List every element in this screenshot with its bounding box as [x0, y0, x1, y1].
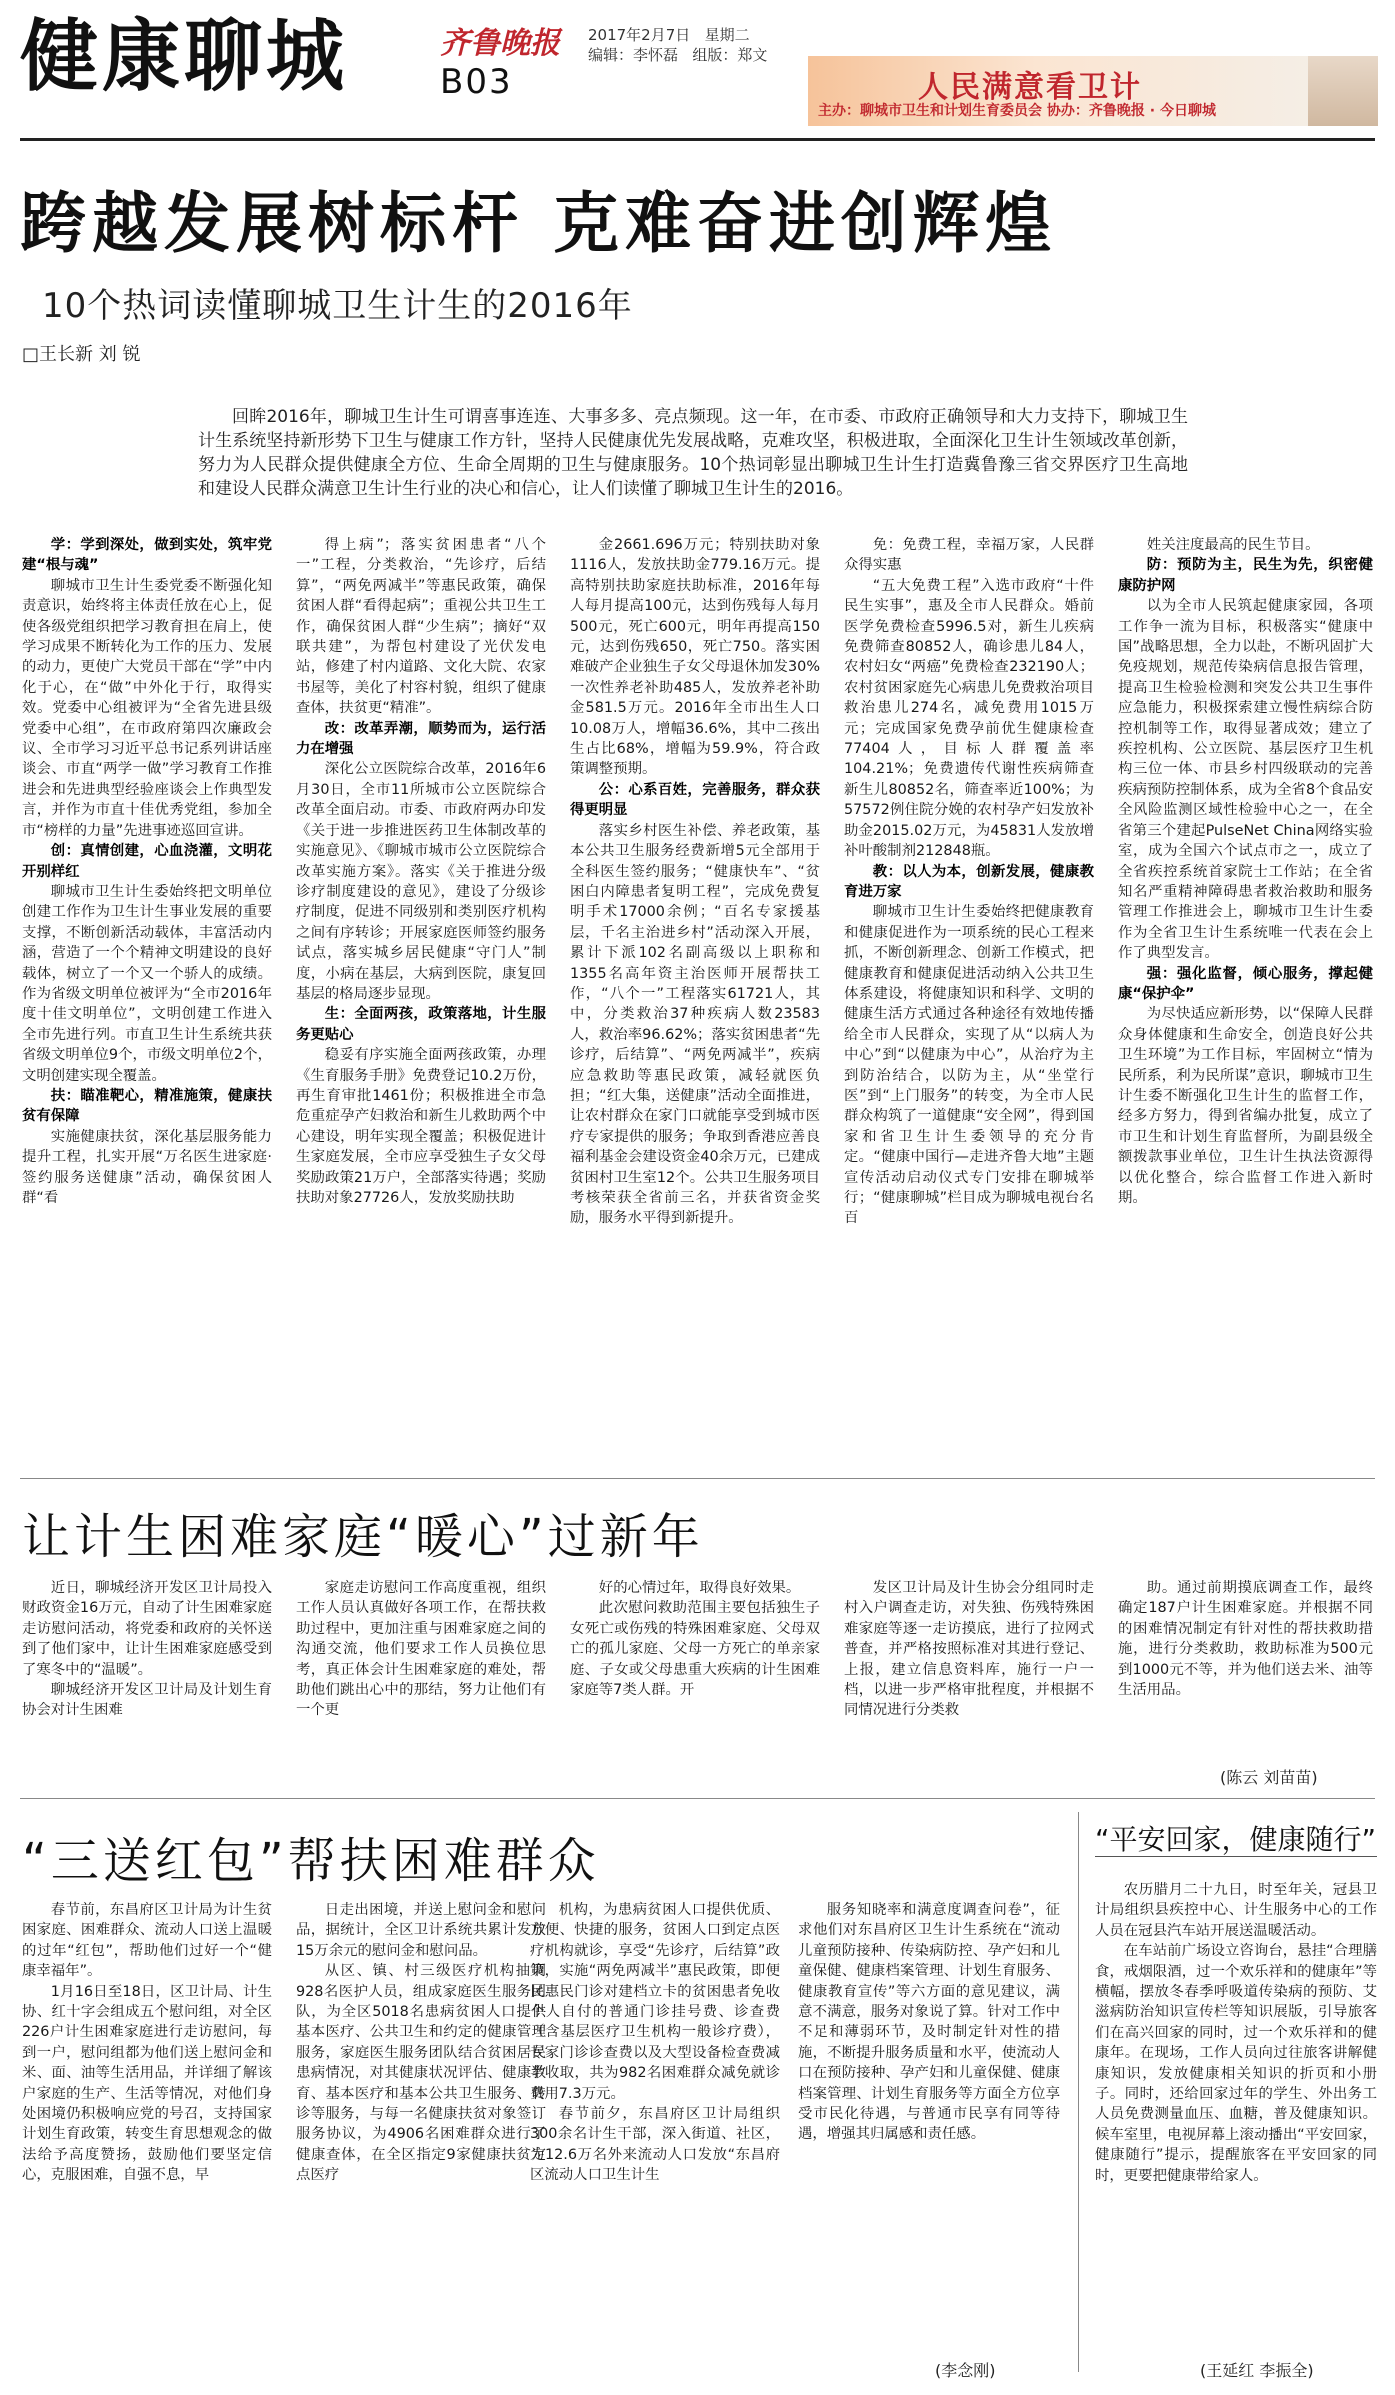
keyword-heading: 防：预防为主，民生为先，织密健康防护网 [1118, 557, 1373, 594]
main-lead-paragraph: 回眸2016年，聊城卫生计生可谓喜事连连、大事多多、亮点频现。这一年，在市委、市政府正确领导和大力支持下，聊城卫生计生系统坚持新形势下卫生与健康工作方针，坚持人民健康优先发展战略，克难攻坚，积极进取，全面深化卫生计生领域改革创新，努力为人民群众提供健康全方位、生命全周期的卫生与健康服务。10个热词彰显出聊城卫生计生打造冀鲁豫三省交界医疗卫生高地和建设人民群众满意卫生计生行业的决心和信心，让人们读懂了聊城卫生计生的2016。 [198, 407, 1188, 499]
paragraph-text: 免：免费工程，幸福万家，人民群众得实惠 [844, 537, 1094, 574]
paragraph-text: 得上病”；落实贫困患者“八个一”工程，分类救治，“先诊疗，后结算”，“两免两减半”等惠民政策，确保贫困人群“看得起病”；重视公共卫生工作，确保贫困人群“少生病”；摘好“双联共建”，为帮包村建设了光伏发电站，修建了村内道路、文化大院、农家书屋等，美化了村容村貌，组织了健康查体，扶贫更“精准”。 [296, 537, 546, 717]
article3-signature: (李念刚) [935, 2361, 996, 2380]
paragraph [844, 535, 1094, 576]
paragraph [570, 780, 820, 821]
paragraph [22, 1900, 272, 1982]
main-headline: 跨越发展树标杆 克难奋进创辉煌 [20, 185, 1057, 262]
keyword-heading: 教：以人为本，创新发展，健康教育进万家 [844, 863, 1094, 900]
section-divider [20, 1798, 1375, 1799]
paragraph-text: “五大免费工程”入选市政府“十件民生实事”，惠及全市人民群众。婚前医学免费检查5996.5对，新生儿疾病免费筛查80852人，确诊患儿84人，农村妇女“两癌”免费检查232190人；农村贫困家庭先心病患儿免费救治项目救治患儿274名，减免费用1015万元；完成国家免费孕前优生健康检查77404人，目标人群覆盖率104.21%；免费遗传代谢性疾病筛查新生儿80852名，筛查率近100%；为57572例住院分娩的农村孕产妇发放补助金2015.02万元，为45831人发放增补叶酸制剂212848瓶。 [844, 577, 1094, 860]
paragraph [1118, 964, 1373, 1005]
keyword-heading: 公：心系百姓，完善服务，群众获得更明显 [570, 781, 820, 819]
keyword-heading: 学：学到深处，做到实处，筑牢党建“根与魂” [22, 537, 272, 574]
page-number: B03 [440, 62, 513, 102]
paragraph [844, 576, 1094, 862]
paragraph-text: 在车站前广场设立咨询台，悬挂“合理膳食，戒烟限酒，过一个欢乐祥和的健康年”等横幅，摆放冬春季呼吸道传染病的预防、艾滋病防治知识宣传栏等知识展版，引导旅客们在高兴回家的同时，过一个欢乐祥和的健康年。在现场，工作人员向过往旅客讲解健康知识，发放健康相关知识的折页和小册子。同时，还给回家过年的学生、外出务工人员免费测量血压、血糖，普及健康知识。候车室里，电视屏幕上滚动播出“平安回家，健康随行”提示，提醒旅客在平安回家的同时，更要把健康带给家人。 [1095, 1943, 1377, 2184]
article3-column-3 [530, 1900, 780, 2340]
paragraph [296, 719, 546, 760]
article1-column-3 [570, 535, 820, 1465]
paragraph-text: 1月16日至18日，区卫计局、计生协、红十字会组成五个慰问组，对全区226户计生困难家庭进行走访慰问，每到一户，慰问组都为他们送上慰问金和米、面、油等生活用品，并详细了解该户家庭的生产、生活等情况，对他们身处困境仍积极响应党的号召，支持国家计划生育政策，转变生育思想观念的做法给予高度赞扬，鼓励他们要坚定信心，克服困难，自强不息，早 [22, 1983, 272, 2184]
paragraph [296, 1045, 546, 1208]
paragraph-text: 春节前夕，东昌府区卫计局组织300余名计生干部，深入街道、社区，为12.6万名外来流动人口发放“东昌府区流动人口卫生计生 [530, 2106, 780, 2184]
masthead-rule [20, 138, 1375, 141]
paragraph-text: 聊城市卫生计生委党委不断强化知责意识，始终将主体责任放在心上，促使各级党组织把学习教育担在肩上，使学习成果不断转化为工作的压力、发展的动力，更使广大党员干部在“学”中内化于心，在“做”中外化于行，取得实效。党委中心组被评为“全省先进县级党委中心组”，在市政府第四次廉政会议、全市学习习近平总书记系列讲话座谈会、市直“两学一做”学习教育工作推进会和先进典型经验座谈会上作典型发言，并作为市直十佳优秀党组，参加全市“榜样的力量”先进事迹巡回宣讲。 [22, 577, 272, 839]
keyword-heading: 生：全面两孩，政策落地，计生服务更贴心 [296, 1006, 546, 1043]
article3-column-1 [22, 1900, 272, 2340]
keyword-heading: 强：强化监督，倾心服务，撑起健康“保护伞” [1118, 965, 1373, 1002]
paragraph-text: 家庭走访慰问工作高度重视，组织工作人员认真做好各项工作，在帮扶救助过程中，更加注重与困难家庭之间的沟通交流，他们要求工作人员换位思考，真正体会计生困难家庭的难处，帮助他们跳出心中的那结，努力让他们有一个更 [296, 1580, 546, 1719]
paragraph-text: 从区、镇、村三级医疗机构抽调928名医护人员，组成家庭医生服务团队，为全区5018名患病贫困人口提供基本医疗、公共卫生和约定的健康管理服务，家庭医生服务团队结合贫困居民患病情况，对其健康状况评估、健康教育、基本医疗和基本公共卫生服务、转诊等服务，与每一名健康扶贫对象签订服务协议，为4906名困难群众进行了健康查体，在全区指定9家健康扶贫定点医疗 [296, 1963, 546, 2184]
newspaper-brand: 齐鲁晚报 [440, 26, 560, 61]
paragraph [296, 1578, 546, 1721]
article1-column-2 [296, 535, 546, 1465]
banner-sponsor: 主办：聊城市卫生和计划生育委员会 协办：齐鲁晚报 · 今日聊城 [818, 103, 1216, 119]
paragraph-text: 稳妥有序实施全面两孩政策，办理《生育服务手册》免费登记10.2万份，再生育审批1461份；积极推进全市急危重症孕产妇救治和新生儿救助两个中心建设，明年实现全覆盖；积极促进计生家庭发展，全市应享受独生子女父母奖励政策21万户，全部落实待遇；奖励扶助对象27726人，发放奖励扶助 [296, 1047, 546, 1206]
article1-column-1 [22, 535, 272, 1465]
article4-signature: (王延红 李振全) [1200, 2361, 1314, 2380]
paragraph [296, 1961, 546, 2185]
article3-column-2 [296, 1900, 546, 2340]
issue-date: 2017年2月7日 [588, 26, 691, 44]
paragraph-text: 落实乡村医生补偿、养老政策，基本公共卫生服务经费新增5元全部用于全科医生签约服务；“健康快车”、“贫困白内障患者复明工程”，完成免费复明手术17000余例；“百名专家援基层，千名主治进乡村”活动深入开展，累计下派102名副高级以上职称和1355名高年资主治医师开展帮扶工作，“八个一”工程落实61721人，其中，分类救治37种疾病人数23583人，救治率96.62%；落实贫困患者“先诊疗，后结算”、“两免两减半”，疾病应急救助等惠民政策，减轻就医负担；“红大集，送健康”活动全面推进，让农村群众在家门口就能享受到城市医疗专家提供的服务；争取到香港应善良福利基金会建设资金40余万元，已建成贫困村卫生室12个。公共卫生服务项目考核荣获全省前三名，并获省资金奖励，服务水平得到新提升。 [570, 822, 820, 1227]
keyword-heading: 改：改革弄潮，顺势而为，运行活力在增强 [296, 720, 546, 758]
paragraph-text: 为尽快适应新形势，以“保障人民群众身体健康和生命安全，创造良好公共卫生环境”为工作目标，牢固树立“情为民所系，利为民所谋”意识，聊城市卫生计生委不断强化卫生计生的监督工作，经多方努力，得到省编办批复，成立了市卫生和计划生育监督所，为副县级全额拨款事业单位，卫生计生执法资源得以优化整合，综合监督工作进入新时期。 [1118, 1006, 1373, 1206]
editor: 编辑：李怀磊 [588, 46, 679, 64]
paragraph-text: 实施健康扶贫，深化基层服务能力提升工程，扎实开展“万名医生进家庭·签约服务送健康”活动，确保贫困人群“看 [22, 1128, 272, 1206]
paragraph [1118, 535, 1373, 555]
paragraph-text: 春节前，东昌府区卫计局为计生贫困家庭、困难群众、流动人口送上温暖的过年“红包”，帮助他们过好一个“健康幸福年”。 [22, 1902, 272, 1980]
paragraph [22, 535, 272, 576]
paragraph [570, 535, 820, 780]
article3-title: “三送红包”帮扶困难群众 [22, 1833, 600, 1889]
article1-column-5 [1118, 535, 1373, 1465]
issue-date-line [588, 24, 750, 45]
article2-column-4 [844, 1578, 1094, 1788]
column-banner [808, 56, 1378, 126]
paragraph-text: 助。通过前期摸底调查工作，最终确定187户计生困难家庭。并根据不同的困难情况制定有针对性的帮扶救助措施，进行分类救助，救助标准为500元到1000元不等，并为他们送去米、油等生活用品。 [1118, 1580, 1373, 1699]
paragraph [1095, 1941, 1377, 2186]
paragraph [1118, 1004, 1373, 1208]
article4-title: “平安回家，健康随行” [1095, 1823, 1377, 1856]
article2-column-3 [570, 1578, 820, 1788]
paragraph-text: 聊城市卫生计生委始终把健康教育和健康促进作为一项系统的民心工程来抓，不断创新理念、创新工作模式，把健康教育和健康促进活动纳入公共卫生体系建设，将健康知识和科学、文明的健康生活方式通过各种途径有效地传播给全市人民群众，实现了从“以病人为中心”到“以健康为中心”，从治疗为主到防治结合，以防为主，从“坐堂行医”到“上门服务”的转变，为全市人民群众构筑了一道健康“安全网”，得到国家和省卫生计生委领导的充分肯定。“健康中国行—走进齐鲁大地”主题宣传活动启动仪式专门安排在聊城举行；“健康聊城”栏目成为聊城电视台名百 [844, 904, 1094, 1227]
paragraph [844, 1578, 1094, 1721]
paragraph [22, 1982, 272, 2186]
article2-column-5 [1118, 1578, 1373, 1768]
paragraph [1118, 555, 1373, 596]
editor-line [588, 44, 767, 65]
article1-column-4 [844, 535, 1094, 1465]
paragraph-text: 近日，聊城经济开发区卫计局投入财政资金16万元，自动了计生困难家庭走访慰问活动，将党委和政府的关怀送到了他们家中，让计生困难家庭感受到了寒冬中的“温暖”。 [22, 1580, 272, 1678]
paragraph [570, 1598, 820, 1700]
paragraph-text: 以为全市人民筑起健康家园，各项工作争一流为目标，积极落实“健康中国”战略思想，全力以赴，不断巩固扩大免疫规划，规范传染病信息报告管理，提高卫生检验检测和突发公共卫生事件应急能力，积极探索建立慢性病综合防控机制等工作，取得显著成效；建立了疾控机构、公立医院、基层医疗卫生机构三位一体、市县乡村四级联动的完善疾病预防控制体系，成为全省8个食品安全风险监测区域性检验中心之一，在全省第三个建起PulseNet China网络实验室，成为全国六个试点市之一，成立了全省疾控系统首家院士工作站；在全省知名严重精神障碍患者救治救助和服务管理工作推进会上，聊城市卫生计生委作为全省卫生计生系统唯一代表在会上作了典型发言。 [1118, 598, 1373, 962]
issue-weekday: 星期二 [704, 26, 750, 44]
paragraph-text: 深化公立医院综合改革，2016年6月30日，全市11所城市公立医院综合改革全面启动。市委、市政府两办印发《关于进一步推进医药卫生体制改革的实施意见》、《聊城市城市公立医院综合改革实施方案》。落实《关于推进分级诊疗制度建设的意见》，建设了分级诊疗制度，促进不同级别和类别医疗机构之间有序转诊；开展家庭医师签约服务试点，落实城乡居民健康“守门人”制度，小病在基层，大病到医院，康复回基层的格局逐步显现。 [296, 761, 546, 1002]
article4-rule [1095, 1856, 1377, 1857]
paragraph [22, 1578, 272, 1680]
paragraph [570, 1578, 820, 1598]
paragraph-text: 发区卫计局及计生协会分组同时走村入户调查走访，对失独、伤残特殊困难家庭等逐一走访摸底，进行了拉网式普查，并严格按照标准对其进行登记、上报，建立信息资料库，施行一户一档，以进一步严格审批程度，并根据不同情况进行分类救 [844, 1580, 1094, 1719]
article3-column-4 [798, 1900, 1060, 2310]
paragraph [530, 2104, 780, 2186]
section-title: 健康聊城 [20, 12, 349, 102]
keyword-heading: 扶：瞄准靶心，精准施策，健康扶贫有保障 [22, 1087, 272, 1125]
paragraph-text: 此次慰问救助范围主要包括独生子女死亡或伤残的特殊困难家庭、父母双亡的孤儿家庭、父母一方死亡的单亲家庭、子女或父母患重大疾病的计生困难家庭等7类人群。开 [570, 1600, 820, 1699]
paragraph [296, 1900, 546, 1961]
paragraph-text: 日走出困境，并送上慰问金和慰问品，据统计，全区卫计系统共累计发放15万余元的慰问金和慰问品。 [296, 1902, 546, 1959]
banner-title: 人民满意看卫计 [918, 70, 1142, 105]
paragraph [22, 841, 272, 882]
paragraph [22, 576, 272, 841]
main-subheadline: 10个热词读懂聊城卫生计生的2016年 [42, 286, 633, 326]
paragraph-text: 聊城市卫生计生委始终把文明单位创建工作作为卫生计生事业发展的重要支撑，不断创新活动载体，丰富活动内涵，营造了一个个精神文明建设的良好载体，树立了一个又一个骄人的成绩。作为省级文明单位被评为“全市2016年度十佳文明单位”，文明创建工作进入全市先进行列。市直卫生计生系统共获省级文明单位9个，市级文明单位2个，文明创建实现全覆盖。 [22, 883, 272, 1084]
layout-editor: 组版：郑文 [692, 46, 768, 64]
article2-column-1 [22, 1578, 272, 1788]
paragraph [844, 902, 1094, 1229]
section-divider [20, 1478, 1375, 1479]
paragraph [296, 759, 546, 1004]
paragraph [22, 1127, 272, 1209]
column-divider [1078, 1812, 1079, 2372]
paragraph [296, 1004, 546, 1045]
paragraph [1118, 596, 1373, 963]
paragraph-text: 好的心情过年，取得良好效果。 [598, 1580, 801, 1596]
paragraph [22, 1680, 272, 1721]
article4-column-1 [1095, 1880, 1377, 2340]
paragraph [844, 862, 1094, 903]
article2-title: 让计生困难家庭“暖心”过新年 [22, 1509, 704, 1565]
paragraph [1095, 1880, 1377, 1941]
paragraph-text: 农历腊月二十九日，时至年关，冠县卫计局组织县疾控中心、计生服务中心的工作人员在冠县汽车站开展送温暖活动。 [1095, 1882, 1377, 1939]
article2-signature: (陈云 刘苗苗) [1220, 1768, 1318, 1787]
doctor-photo-icon [1308, 56, 1378, 126]
paragraph-text: 姓关注度最高的民生节目。 [1146, 537, 1320, 553]
paragraph-text: 金2661.696万元；特别扶助对象1116人，发放扶助金779.16万元。提高特别扶助家庭扶助标准，2016年每人每月提高100元，达到伤残每人每月500元，死亡600元，明年再提高150元，达到伤残650，死亡750。落实困难破产企业独生子女父母退休加发30%一次性养老补助485人，发放养老补助金581.5万元。2016年全市出生人口10.08万人，增幅36.6%，其中二孩出生占比68%，增幅为59.9%，符合政策调整预期。 [570, 537, 820, 778]
paragraph-text: 服务知晓率和满意度调查问卷”，征求他们对东昌府区卫生计生系统在“流动儿童预防接种、传染病防控、孕产妇和儿童保健、健康档案管理、计划生育服务、健康教育宣传”等六方面的意见建议，满意不满意，服务对象说了算。针对工作中不足和薄弱环节，及时制定针对性的措施，不断提升服务质量和水平，使流动人口在预防接种、孕产妇和儿童保健、健康档案管理、计划生育服务等方面全方位享受市民化待遇，与普通市民享有同等待遇，增强其归属感和责任感。 [798, 1902, 1060, 2143]
paragraph-text: 机构，为患病贫困人口提供优质、方便、快捷的服务，贫困人口到定点医疗机构就诊，享受“先诊疗，后结算”政策，实施“两免两减半”惠民政策，即便民惠民门诊对建档立卡的贫困患者免收个人自付的普通门诊挂号费、诊查费（含基层医疗卫生机构一般诊疗费），专家门诊诊查费以及大型设备检查费减半收取，共为982名困难群众减免就诊费用7.3万元。 [530, 1902, 780, 2102]
paragraph [798, 1900, 1060, 2145]
paragraph [22, 1086, 272, 1127]
keyword-heading: 创：真情创建，心血浇灌，文明花开别样红 [22, 843, 272, 880]
paragraph [1118, 1578, 1373, 1700]
paragraph [530, 1900, 780, 2104]
paragraph [296, 535, 546, 719]
paragraph-text: 聊城经济开发区卫计局及计划生育协会对计生困难 [22, 1682, 272, 1719]
paragraph [570, 821, 820, 1229]
article2-column-2 [296, 1578, 546, 1788]
main-byline: □王长新 刘 锐 [22, 344, 141, 365]
paragraph [22, 882, 272, 1086]
